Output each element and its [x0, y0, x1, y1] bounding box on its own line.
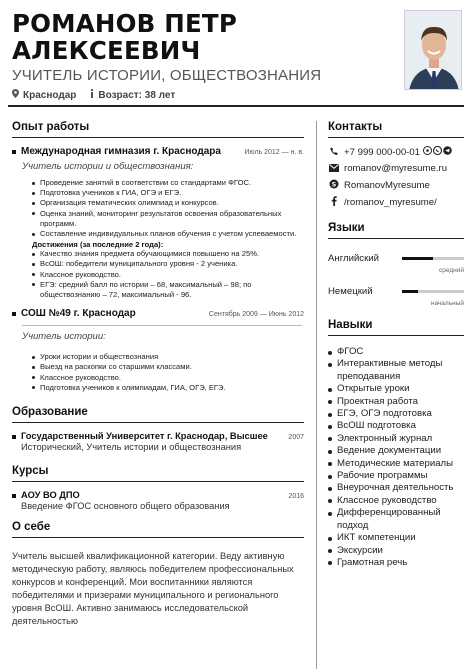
header-divider [8, 105, 464, 107]
skill-item: ЕГЭ, ОГЭ подготовка [328, 408, 464, 420]
skill-item: Проектная работа [328, 396, 464, 408]
skill-item: Внеурочная деятельность [328, 482, 464, 494]
list-item: Выезд на раскопки со старшими классами. [32, 362, 304, 372]
contact-email[interactable] [328, 163, 464, 174]
skill-item: Ведение документации [328, 445, 464, 457]
language-level-bar [402, 257, 464, 260]
facebook-text: /romanov_myresume/ [344, 196, 437, 208]
courses-section-title: Курсы [12, 465, 304, 482]
info-icon [90, 89, 94, 100]
list-item: Организация тематических олимпиад и конкурсов. [32, 198, 304, 208]
skill-item: Открытые уроки [328, 383, 464, 395]
contact-skype[interactable] [328, 179, 464, 191]
list-item: Подготовка учеников к олимпиадам, ГИА, ОГЭ, ЕГЭ. [32, 383, 304, 393]
language-entry [328, 286, 464, 307]
language-level-bar [402, 290, 464, 293]
list-item: ЕГЭ: средний балл по истории – 68, максимальный – 98; по обществознанию – 72, максимальный - 96. [32, 280, 304, 300]
language-name: Немецкий [328, 286, 373, 297]
skills-list [328, 346, 464, 569]
full-name [12, 10, 462, 64]
email-text: romanov@myresume.ru [344, 163, 448, 174]
language-level: начальный [430, 300, 464, 307]
language-name: Английский [328, 253, 380, 264]
list-item: Оценка знаний, мониторинг результатов освоения образовательных программ. [32, 209, 304, 229]
language-level: средний [439, 267, 464, 274]
list-item: Уроки истории и обществознания [32, 352, 304, 362]
list-item: Качество знания предмета обучающимися повышено на 25%. [32, 249, 304, 259]
contacts-list [328, 146, 464, 208]
job-role: Учитель истории и обществознания: [22, 161, 194, 172]
name-line-1: РОМАНОВ ПЕТР [12, 9, 237, 38]
job-divider [22, 325, 302, 326]
skill-item: ВсОШ подготовка [328, 420, 464, 432]
skill-item: ИКТ компетенции [328, 532, 464, 544]
svg-text:S: S [331, 180, 337, 189]
job-entry [12, 308, 304, 393]
job-date: Сентябрь 2009 — Июнь 2012 [208, 311, 304, 319]
contact-phone[interactable] [328, 146, 464, 158]
skill-item: Методические материалы [328, 458, 464, 470]
age [90, 89, 175, 101]
job-role: Учитель истории: [22, 331, 106, 343]
skype-text: RomanovMyresume [344, 179, 430, 191]
education-details: Исторический, Учитель истории и обществознания [21, 442, 242, 453]
list-item: Подготовка учеников к ГИА, ОГЭ и ЕГЭ. [32, 188, 304, 198]
job-achievements [32, 249, 304, 300]
course-provider: АОУ ВО ДПО [12, 490, 80, 500]
profile-photo [404, 10, 462, 90]
list-item: ВсОШ: победители муниципального уровня - 2 ученика. [32, 259, 304, 269]
whatsapp-icon [433, 146, 442, 158]
viber-icon [423, 146, 432, 158]
list-item: Классное руководство. [32, 270, 304, 280]
list-item: Классное руководство. [32, 373, 304, 383]
job-entry [12, 146, 304, 300]
job-company: Международная гимназия г. Краснодара [12, 146, 221, 157]
language-entry [328, 253, 464, 274]
phone-icon [328, 147, 340, 158]
age-text: Возраст: 38 лет [98, 90, 176, 101]
education-year: 2007 [288, 434, 304, 442]
skype-icon [328, 179, 340, 191]
skill-item: Грамотная речь [328, 557, 464, 569]
education-section-title: Образование [12, 406, 304, 423]
column-divider [316, 121, 317, 669]
skill-item: Интерактивные методы преподавания [328, 358, 464, 383]
map-pin-icon [12, 89, 19, 100]
envelope-icon [328, 164, 340, 174]
skills-section-title: Навыки [328, 319, 464, 336]
language-level-fill [402, 257, 433, 260]
resume-header [12, 10, 462, 104]
language-level-fill [402, 290, 418, 293]
about-section-title: О себе [12, 521, 304, 538]
languages-section-title: Языки [328, 222, 464, 239]
skill-item: Рабочие программы [328, 470, 464, 482]
city [12, 89, 76, 101]
job-company: СОШ №49 г. Краснодар [12, 308, 136, 319]
education-institution: Государственный Университет г. Краснодар, Высшее [12, 431, 268, 441]
telegram-icon [443, 146, 452, 158]
list-item: Проведение занятий в соответствии со стандартами ФГОС. [32, 178, 304, 188]
messenger-icons [423, 146, 452, 158]
position-title: УЧИТЕЛЬ ИСТОРИИ, ОБЩЕСТВОЗНАНИЯ [12, 67, 322, 84]
course-details: Введение ФГОС основного общего образования [21, 501, 230, 512]
job-date: Июль 2012 — н. в. [244, 149, 304, 156]
experience-section-title: Опыт работы [12, 121, 304, 138]
skill-item: Экскурсии [328, 545, 464, 557]
achievements-title: Достижения (за последние 2 года): [32, 240, 164, 250]
phone-text: +7 999 000-00-01 [344, 146, 421, 158]
contacts-section-title: Контакты [328, 121, 464, 138]
personal-meta [12, 89, 462, 101]
about-text: Учитель высшей квалификационной категории. Веду активную методическую работу, являюсь победителем профессиональных конкурсов и конференций. Мои воспитанники являются победителями и призерами муниципального и регионального уровня ВсОШ. Активно занимаюсь исследовательской деятельностью [12, 551, 294, 627]
facebook-icon [328, 196, 340, 208]
job-duties [32, 352, 304, 393]
job-duties [32, 178, 304, 239]
left-column [12, 121, 304, 628]
list-item: Составление индивидуальных планов обучения с учетом успеваемости. [32, 229, 304, 239]
skill-item: Дифференцированный подход [328, 507, 464, 532]
contact-facebook[interactable] [328, 196, 464, 208]
name-line-2: АЛЕКСЕЕВИЧ [12, 36, 201, 65]
skill-item: ФГОС [328, 346, 464, 358]
skill-item: Электронный журнал [328, 433, 464, 445]
right-column [328, 121, 464, 569]
education-entry [12, 431, 304, 452]
course-entry [12, 490, 304, 511]
skill-item: Классное руководство [328, 495, 464, 507]
city-text: Краснодар [23, 90, 77, 101]
course-year: 2016 [288, 493, 304, 501]
